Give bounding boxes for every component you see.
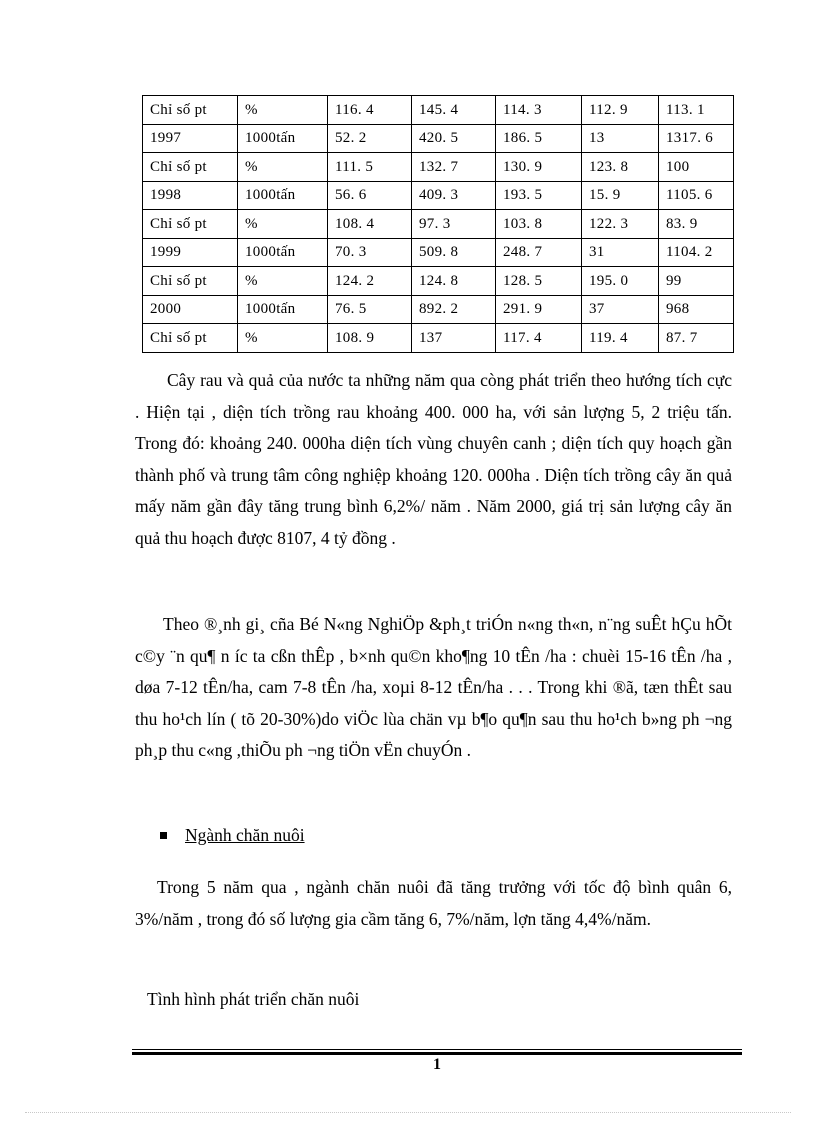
page-number: 1	[433, 1056, 441, 1073]
table-row	[143, 295, 734, 324]
livestock-development-heading: Tình hình phát triển chăn nuôi	[147, 989, 360, 1009]
production-table-body	[143, 96, 734, 353]
table-cell: 1000tấn	[238, 124, 328, 153]
table-cell: %	[238, 267, 328, 296]
table-cell: 409. 3	[412, 181, 496, 210]
table-cell: 103. 8	[496, 210, 582, 239]
table-cell: 186. 5	[496, 124, 582, 153]
table-cell: 76. 5	[328, 295, 412, 324]
table-cell: 122. 3	[582, 210, 659, 239]
table-row	[143, 124, 734, 153]
table-cell: Chỉ số pt	[143, 267, 238, 296]
livestock-bullet	[160, 823, 305, 847]
table-row	[143, 324, 734, 353]
table-cell: 119. 4	[582, 324, 659, 353]
table-cell: 52. 2	[328, 124, 412, 153]
livestock-heading: Ngành chăn nuôi	[185, 825, 305, 845]
table-row	[143, 210, 734, 239]
table-cell: 132. 7	[412, 153, 496, 182]
table-cell: 87. 7	[659, 324, 734, 353]
table-cell: 70. 3	[328, 238, 412, 267]
table-row	[143, 181, 734, 210]
table-cell: 1000tấn	[238, 181, 328, 210]
table-cell: Chỉ số pt	[143, 153, 238, 182]
table-cell: 195. 0	[582, 267, 659, 296]
table-cell: Chỉ số pt	[143, 324, 238, 353]
table-cell: 137	[412, 324, 496, 353]
table-cell: 13	[582, 124, 659, 153]
table-cell: 111. 5	[328, 153, 412, 182]
production-table	[142, 95, 734, 353]
assessment-paragraph: Theo ®¸nh gi¸ cña Bé N«ng NghiÖp &ph¸t triÓn n«ng th«n, n¨ng suÊt hÇu hÕt c©y ¨n qu¶ n íc ta cßn thÊp , b×nh qu©n kho¶ng 10 tÊn /ha : chuèi 15-16 tÊn /ha , døa 7-12 tÊn/ha, cam 7-8 tÊn /ha, xoµi 8-12 tÊn/ha . . . Trong khi ®ã, tæn thÊt sau thu ho¹ch lín ( tõ 20-30%)do viÖc lùa chän vµ b¶o qu¶n sau thu ho¹ch b»ng ph ¬ng ph¸p thu c«ng ,thiÕu ph ¬ng tiÖn vËn chuyÓn .	[135, 614, 732, 761]
table-cell: %	[238, 210, 328, 239]
table-row	[143, 238, 734, 267]
table-cell: 291. 9	[496, 295, 582, 324]
table-cell: 97. 3	[412, 210, 496, 239]
table-row	[143, 153, 734, 182]
table-cell: 124. 8	[412, 267, 496, 296]
table-cell: 1317. 6	[659, 124, 734, 153]
table-cell: 37	[582, 295, 659, 324]
table-cell: Chỉ số pt	[143, 96, 238, 125]
page-edge-divider	[25, 1112, 791, 1113]
table-cell: 509. 8	[412, 238, 496, 267]
table-cell: 31	[582, 238, 659, 267]
table-cell: 99	[659, 267, 734, 296]
table-cell: 1105. 6	[659, 181, 734, 210]
table-cell: 100	[659, 153, 734, 182]
table-cell: 2000	[143, 295, 238, 324]
table-cell: %	[238, 153, 328, 182]
table-cell: 113. 1	[659, 96, 734, 125]
vegetables-paragraph: Cây rau và quả của nước ta những năm qua còng phát triển theo hướng tích cực . Hiện tại , diện tích trồng rau khoảng 400. 000 ha, với sản lượng 5, 2 triệu tấn. Trong đó: khoảng 240. 000ha diện tích vùng chuyên canh ; diện tích quy hoạch gần thành phố và trung tâm công nghiệp khoảng 120. 000ha . Diện tích trồng cây ăn quả mấy năm gần đây tăng trung bình 6,2%/ năm . Năm 2000, giá trị sản lượng cây ăn quả thu hoạch được 8107, 4 tỷ đồng .	[135, 370, 732, 548]
table-cell: %	[238, 324, 328, 353]
table-row	[143, 96, 734, 125]
table-cell: 1997	[143, 124, 238, 153]
table-cell: 420. 5	[412, 124, 496, 153]
table-cell: 1000tấn	[238, 238, 328, 267]
table-cell: 83. 9	[659, 210, 734, 239]
livestock-paragraph: Trong 5 năm qua , ngành chăn nuôi đã tăng trưởng với tốc độ bình quân 6, 3%/năm , trong đó số lượng gia cầm tăng 6, 7%/năm, lợn tăng 4,4%/năm.	[135, 877, 732, 929]
square-bullet-icon	[160, 832, 167, 839]
table-cell: 116. 4	[328, 96, 412, 125]
table-cell: Chỉ số pt	[143, 210, 238, 239]
table-cell: 112. 9	[582, 96, 659, 125]
table-cell: 130. 9	[496, 153, 582, 182]
table-cell: 968	[659, 295, 734, 324]
table-cell: 248. 7	[496, 238, 582, 267]
table-cell: 1999	[143, 238, 238, 267]
table-cell: 108. 9	[328, 324, 412, 353]
table-cell: 123. 8	[582, 153, 659, 182]
table-cell: 1104. 2	[659, 238, 734, 267]
footer-rule-thin	[132, 1049, 742, 1050]
table-cell: 56. 6	[328, 181, 412, 210]
table-cell: 145. 4	[412, 96, 496, 125]
table-cell: 193. 5	[496, 181, 582, 210]
table-cell: 124. 2	[328, 267, 412, 296]
table-cell: 114. 3	[496, 96, 582, 125]
table-cell: 15. 9	[582, 181, 659, 210]
table-cell: 1998	[143, 181, 238, 210]
table-cell: %	[238, 96, 328, 125]
table-cell: 128. 5	[496, 267, 582, 296]
table-cell: 1000tấn	[238, 295, 328, 324]
table-cell: 892. 2	[412, 295, 496, 324]
table-row	[143, 267, 734, 296]
table-cell: 108. 4	[328, 210, 412, 239]
table-cell: 117. 4	[496, 324, 582, 353]
